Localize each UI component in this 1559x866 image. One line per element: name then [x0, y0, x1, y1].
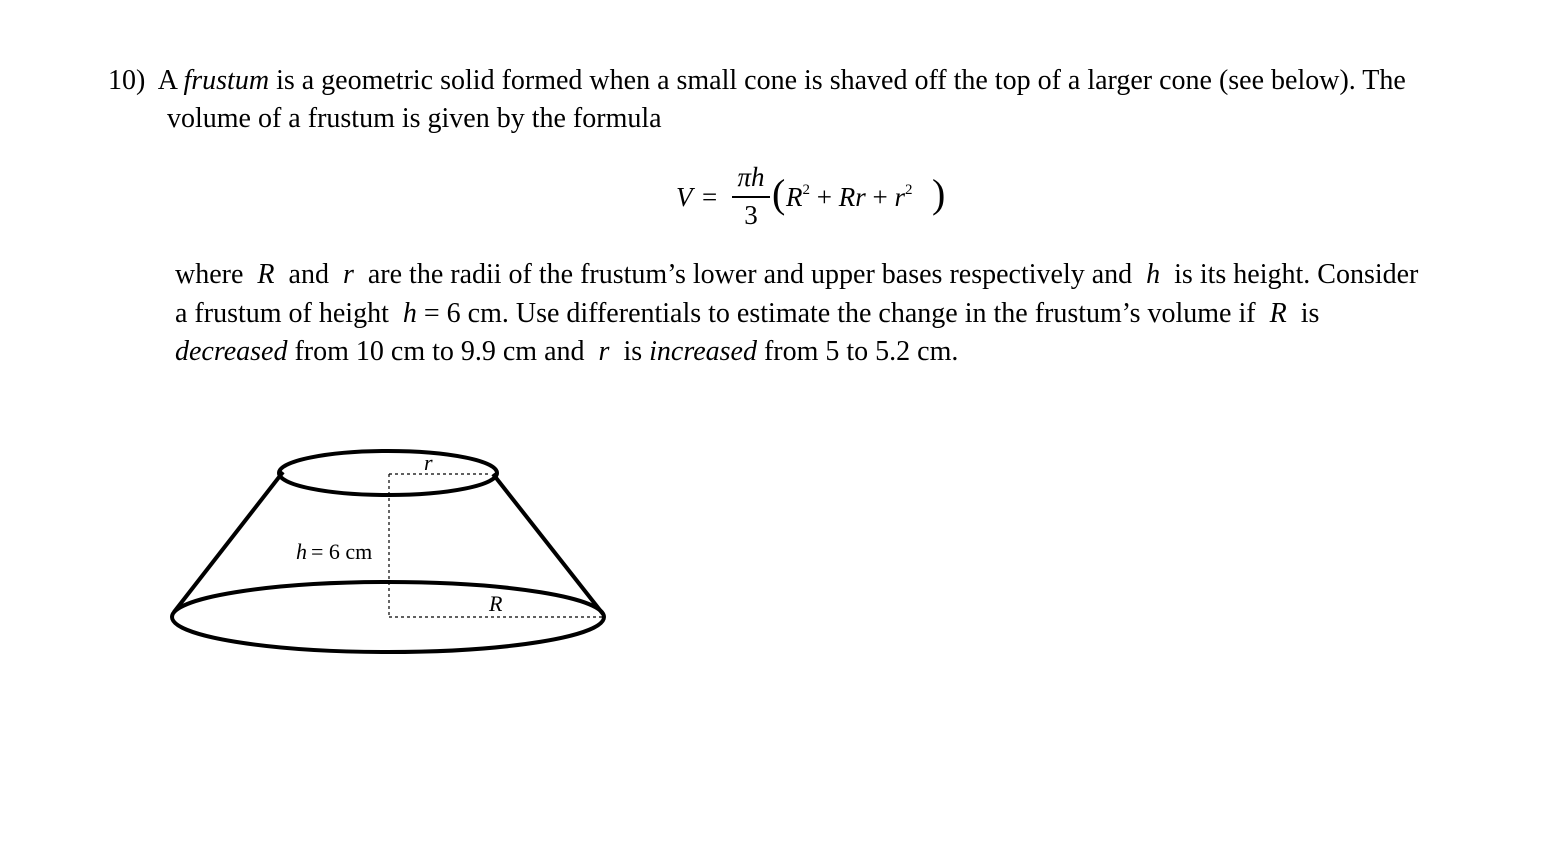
formula-exp-r: 2 [904, 182, 913, 198]
frustum-left-side [174, 472, 283, 612]
var-r: r [342, 259, 354, 290]
formula-lhs: V [676, 182, 693, 212]
var-h: h [1146, 259, 1161, 290]
var-h: h [402, 298, 417, 329]
formula-open-paren: ( [772, 171, 786, 216]
formula-numerator: πh [737, 162, 765, 192]
var-R: R [257, 259, 275, 290]
formula-plus: + [810, 182, 839, 212]
height-value: = 6 cm [423, 298, 502, 329]
problem-text: is a geometric solid formed when a small cone is shaved off the top of a larger cone (see below). The [276, 65, 1406, 96]
problem-text: where [175, 259, 244, 290]
formula-equals: = [702, 182, 718, 212]
top-base-ellipse [279, 451, 497, 495]
formula-term-R: R [786, 182, 803, 212]
problem-text: . Use differentials to estimate the change in the frustum’s volume if [501, 298, 1256, 329]
label-r: r [424, 450, 433, 475]
problem-text: a frustum of height [175, 298, 389, 329]
label-R: R [489, 591, 503, 616]
label-h [296, 539, 372, 564]
formula-term-r: r [894, 182, 905, 212]
term-decreased: decreased [175, 336, 288, 367]
problem-text: is [1300, 298, 1320, 329]
problem-text: from 5 to 5.2 cm. [763, 336, 959, 367]
var-r: r [598, 336, 610, 367]
term-frustum: frustum [183, 65, 270, 96]
problem-text: A [157, 65, 177, 96]
problem-text: from 10 cm to 9.9 cm and [294, 336, 585, 367]
formula-term-Rr: Rr [838, 182, 866, 212]
problem-text: are the radii of the frustum’s lower and upper bases respectively and [367, 259, 1133, 290]
problem-text: is its height. Consider [1174, 259, 1419, 290]
formula-close-paren: ) [932, 171, 946, 216]
var-R: R [1269, 298, 1287, 329]
formula-denominator: 3 [744, 199, 758, 230]
problem-text: and [288, 259, 329, 290]
problem-number: 10) [108, 65, 146, 96]
formula-exp-R: 2 [802, 182, 810, 198]
problem-text: is [623, 336, 643, 367]
problem-text: volume of a frustum is given by the formula [167, 103, 662, 134]
label-h-value: = 6 cm [311, 539, 373, 564]
label-h-var: h [296, 539, 307, 564]
term-increased: increased [649, 336, 757, 367]
formula-plus: + [865, 182, 895, 212]
